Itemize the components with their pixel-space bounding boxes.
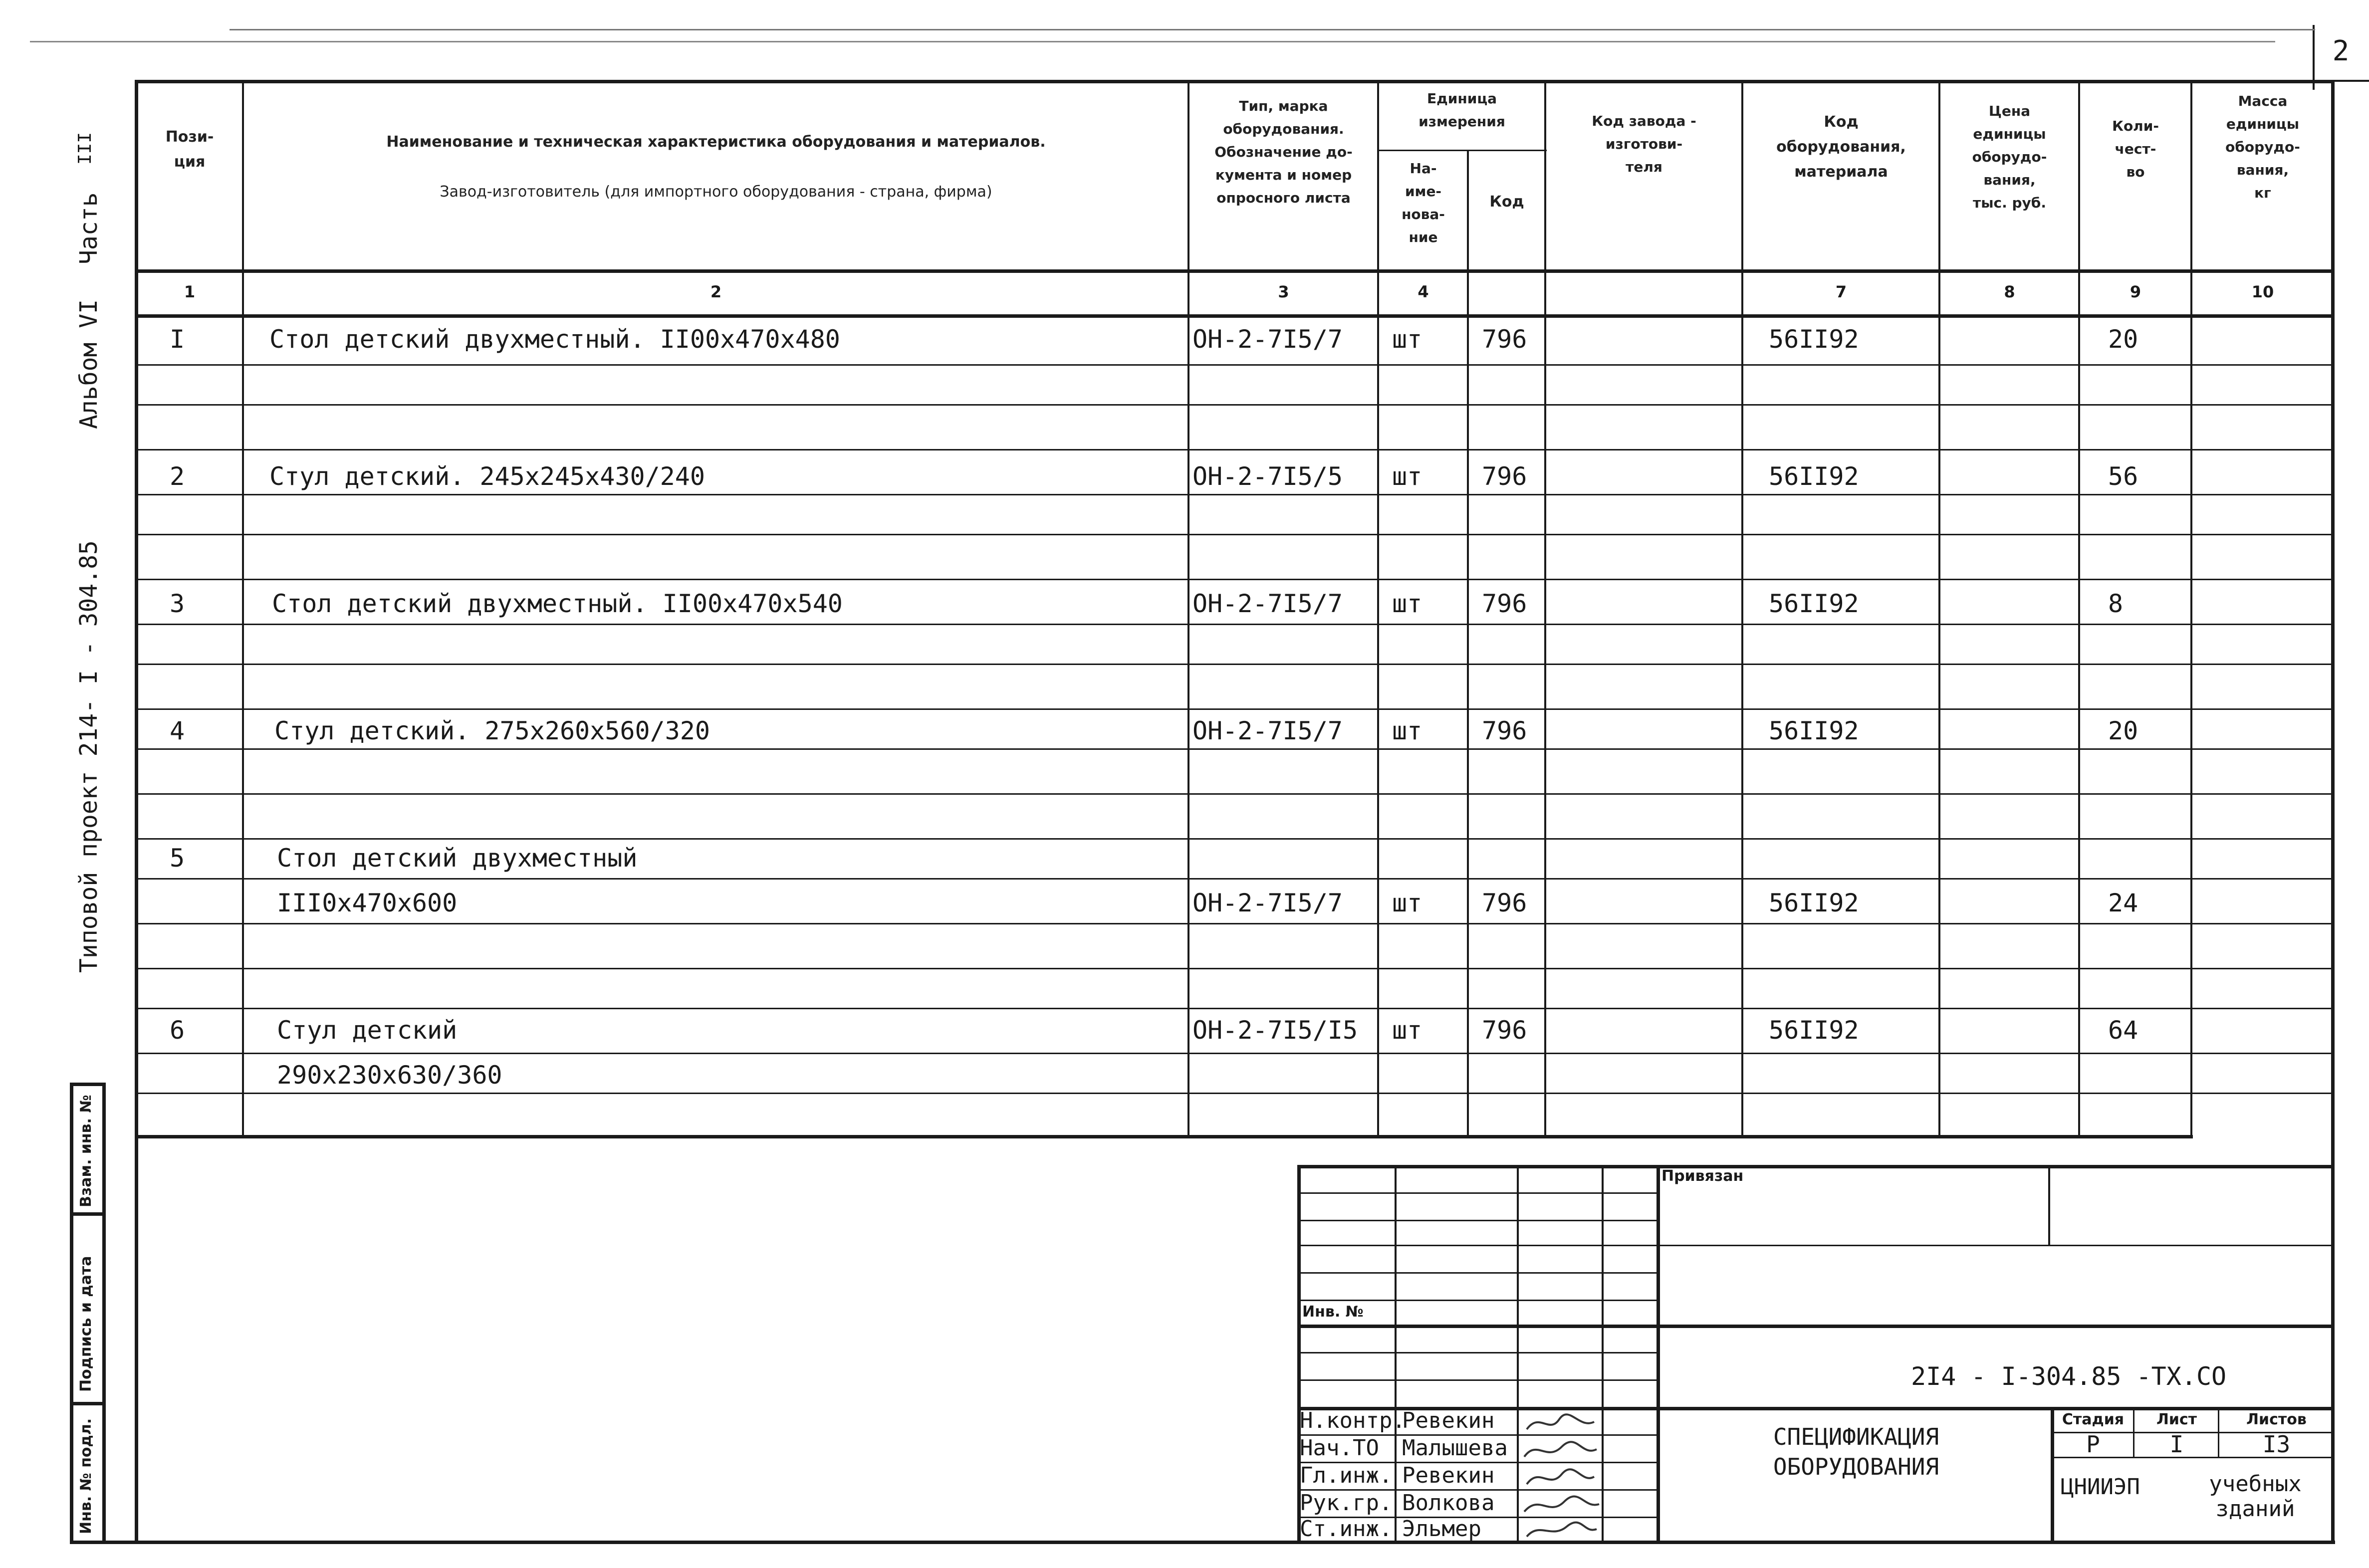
col-line-5 [1544, 80, 1546, 1137]
row5-equip-code: 56II92 [1769, 889, 1859, 917]
row-line [135, 1053, 2333, 1054]
row-line [135, 878, 2333, 880]
header-price: Цена единицы оборудо- вания, тыс. руб. [1972, 103, 2047, 211]
row6-equip-code: 56II92 [1769, 1016, 1859, 1045]
colnum-4: 4 [1418, 282, 1429, 301]
stamp-podpis: Подпись и дата [77, 1256, 95, 1392]
colnum-1: 1 [184, 282, 196, 301]
tb-role-3: Гл.инж. [1300, 1463, 1393, 1488]
row6-code: 796 [1482, 1016, 1527, 1045]
row-line [135, 364, 2333, 366]
tb-role-4: Рук.гр. [1300, 1490, 1393, 1516]
stamp-div1 [70, 1212, 105, 1216]
row1-qty: 20 [2108, 325, 2138, 354]
row1-pos: I [169, 325, 185, 354]
row2-code: 796 [1482, 462, 1527, 491]
row-line [135, 624, 2333, 625]
row-line [135, 404, 2333, 406]
col-line-7 [1938, 80, 1940, 1137]
col-line-3 [1377, 80, 1379, 1137]
colnum-2: 2 [710, 282, 722, 301]
tb-name-3: Ревекин [1402, 1463, 1495, 1488]
tb-name-1: Ревекин [1402, 1408, 1495, 1433]
table-top [135, 80, 2333, 83]
colnum-7: 7 [1835, 282, 1847, 301]
row1-code: 796 [1482, 325, 1527, 354]
row2-unit: шт [1392, 462, 1422, 491]
tb-name-5: Эльмер [1402, 1516, 1481, 1542]
tb-stage-div [2133, 1407, 2134, 1457]
row3-equip-code: 56II92 [1769, 589, 1859, 618]
row5-code: 796 [1482, 889, 1527, 917]
tb-sheet-label: Лист [2156, 1411, 2197, 1428]
row4-code: 796 [1482, 716, 1527, 745]
row6-unit: шт [1392, 1016, 1422, 1045]
stamp-col-left [70, 1083, 73, 1542]
frame-bottom [70, 1541, 2335, 1544]
row2-name: Стул детский. 245x245x430/240 [269, 462, 705, 491]
row4-qty: 20 [2108, 716, 2138, 745]
row3-qty: 8 [2108, 589, 2124, 618]
tb-sheets-label: Листов [2246, 1411, 2307, 1428]
tb-org: ЦНИИЭП [2061, 1474, 2140, 1500]
col-line-4 [1467, 150, 1469, 1137]
col-line-9 [2190, 80, 2192, 1137]
tb-row [1297, 1352, 1657, 1353]
col-line-6 [1741, 80, 1743, 1137]
row-line [135, 793, 2333, 795]
tb-row [1297, 1245, 1657, 1246]
page-number: 2 [2332, 35, 2350, 67]
row3-name: Стол детский двухместный. II00x470x540 [272, 589, 843, 618]
row1-type: ОН-2-7I5/7 [1192, 325, 1343, 354]
table-bottom [135, 1135, 2193, 1138]
colnum-3: 3 [1278, 282, 1289, 301]
row3-type: ОН-2-7I5/7 [1192, 589, 1343, 618]
header-unit-name: На- име- нова- ние [1402, 160, 1445, 245]
row-line [135, 534, 2333, 535]
tb-line [1657, 1245, 2333, 1246]
row6-pos: 6 [169, 1016, 185, 1045]
row4-equip-code: 56II92 [1769, 716, 1859, 745]
row-line [135, 708, 2333, 710]
stamp-vzam: Взам. инв. № [77, 1095, 95, 1207]
header-unit-code: Код [1489, 193, 1524, 211]
row4-name: Стул детский. 275x260x560/320 [274, 716, 710, 745]
row5-pos: 5 [169, 844, 185, 873]
row6-qty: 64 [2108, 1016, 2138, 1045]
tb-line [1657, 1407, 2333, 1410]
row3-pos: 3 [169, 589, 185, 618]
tb-line [1657, 1325, 2333, 1328]
row-line [135, 579, 2333, 580]
tb-doc-title: СПЕЦИФИКАЦИЯ ОБОРУДОВАНИЯ [1773, 1423, 1939, 1480]
tb-sheet-div [2218, 1407, 2219, 1457]
top-border [230, 29, 2315, 30]
header-factory-code: Код завода - изготови- теля [1592, 113, 1696, 175]
row5-qty: 24 [2108, 889, 2138, 917]
tb-top [1297, 1165, 2333, 1168]
header-name-1: Наименование и техническая характеристика оборудования и материалов. [386, 133, 1046, 151]
tb-row [1297, 1325, 1657, 1328]
header-mass: Масса единицы оборудо- вания, кг [2225, 93, 2300, 201]
row1-unit: шт [1392, 325, 1422, 354]
row2-pos: 2 [169, 462, 185, 491]
row2-type: ОН-2-7I5/5 [1192, 462, 1343, 491]
stamp-top [70, 1083, 105, 1086]
header-type: Тип, марка оборудования. Обозначение до- кумента и номер опросного листа [1214, 98, 1353, 206]
tb-role-5: Ст.инж. [1300, 1516, 1393, 1542]
header-qty: Коли- чест- во [2112, 118, 2159, 180]
tb-role-2: Нач.ТО [1300, 1435, 1379, 1461]
row-line [135, 1093, 2333, 1094]
header-bottom [135, 269, 2333, 273]
sidebar-section: Часть [75, 192, 103, 264]
row5-name-2: III0x470x600 [277, 889, 458, 917]
tb-col-4 [1657, 1165, 1660, 1542]
row6-type: ОН-2-7I5/I5 [1192, 1016, 1358, 1045]
tb-inv-no: Инв. № [1302, 1303, 1364, 1321]
sidebar-album: Альбом VI [75, 299, 103, 429]
colnum-9: 9 [2130, 282, 2141, 301]
row3-code: 796 [1482, 589, 1527, 618]
tb-name-4: Волкова [1402, 1490, 1495, 1516]
col-line-8 [2078, 80, 2080, 1137]
row5-name-1: Стол детский двухместный [277, 844, 638, 873]
tb-stage: Р [2086, 1431, 2100, 1458]
tb-row [1297, 1220, 1657, 1221]
stamp-col-mid [102, 1083, 106, 1542]
stamp-inv-podl: Инв. № подл. [77, 1418, 95, 1534]
row1-name: Стол детский двухместный. II00x470x480 [269, 325, 840, 354]
col-line-2 [1187, 80, 1189, 1137]
sidebar-section-num: III [75, 132, 95, 165]
tb-role-1: Н.контр. [1300, 1408, 1406, 1433]
tb-sheet: I [2169, 1431, 2184, 1458]
row1-equip-code: 56II92 [1769, 325, 1859, 354]
row4-pos: 4 [169, 716, 185, 745]
row-line [135, 748, 2333, 750]
row-line [135, 494, 2333, 495]
stamp-div2 [70, 1402, 105, 1405]
row2-equip-code: 56II92 [1769, 462, 1859, 491]
header-equip-code: Код оборудования, материала [1776, 113, 1906, 181]
row-line [135, 449, 2333, 450]
row-line [135, 1008, 2333, 1009]
row2-qty: 56 [2108, 462, 2138, 491]
header-name-2: Завод-изготовитель (для импортного оборудования - страна, фирма) [440, 183, 992, 201]
row4-unit: шт [1392, 716, 1422, 745]
tb-doc-code: 2I4 - I-304.85 -TX.CO [1911, 1362, 2227, 1391]
tb-row [1297, 1379, 1657, 1381]
header-unit-group: Единица измерения [1419, 90, 1505, 130]
signatures [1519, 1409, 1602, 1539]
sidebar-project: Типовой проект 214- I - 304.85 [75, 540, 103, 973]
tb-row [1297, 1300, 1657, 1301]
colnum-10: 10 [2251, 282, 2274, 301]
row5-unit: шт [1392, 889, 1422, 917]
tb-row [1297, 1272, 1657, 1274]
tb-org-desc: учебных зданий [2209, 1471, 2302, 1522]
row-line [135, 838, 2333, 840]
row4-type: ОН-2-7I5/7 [1192, 716, 1343, 745]
row-line [135, 923, 2333, 924]
row-line [135, 664, 2333, 665]
tb-privyazan-div [2048, 1165, 2050, 1245]
row6-name-1: Стул детский [277, 1016, 458, 1045]
tb-row [1297, 1192, 1657, 1194]
top-border-2 [30, 41, 2275, 42]
row3-unit: шт [1392, 589, 1422, 618]
row6-name-2: 290x230x630/360 [277, 1061, 502, 1090]
row-line [135, 968, 2333, 969]
colnum-8: 8 [2004, 282, 2015, 301]
tb-sheets: I3 [2262, 1431, 2291, 1458]
tb-stage-label: Стадия [2062, 1411, 2125, 1428]
row5-type: ОН-2-7I5/7 [1192, 889, 1343, 917]
tb-privyazan: Привязан [1661, 1167, 1744, 1185]
unit-group-divider [1377, 150, 1547, 151]
col-line-1 [242, 80, 244, 1137]
colnum-bottom [135, 314, 2333, 318]
header-pos: Пози- ция [165, 128, 214, 171]
tb-name-2: Малышева [1402, 1435, 1508, 1461]
